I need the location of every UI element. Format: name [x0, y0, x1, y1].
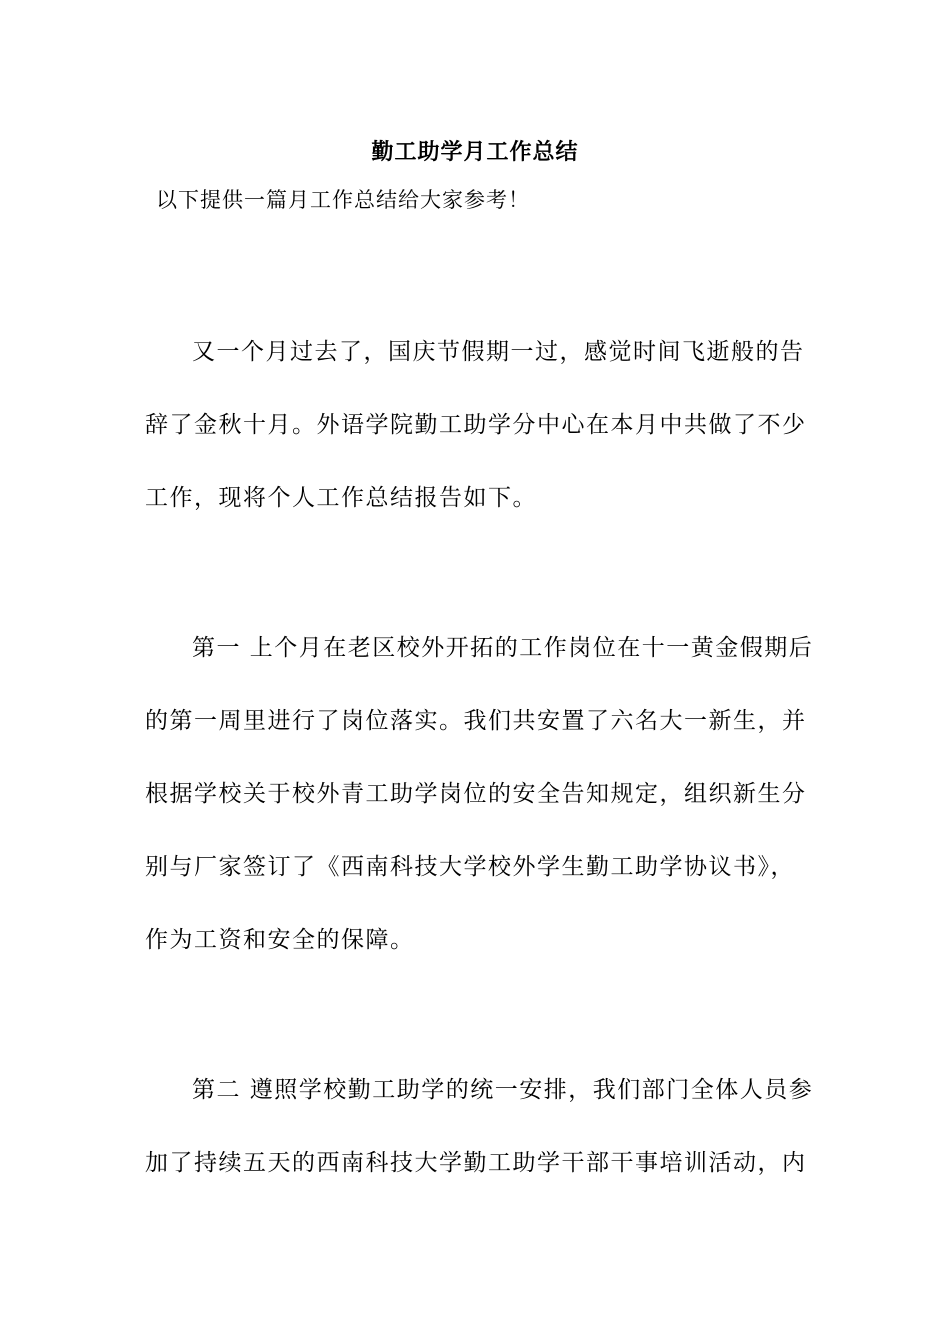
paragraph-line: 第二 遵照学校勤工助学的统一安排，我们部门全体人员参 — [192, 1077, 814, 1103]
paragraph-line: 辞了金秋十月。外语学院勤工助学分中心在本月中共做了不少 — [145, 412, 807, 438]
paragraph-3 — [145, 1054, 814, 1200]
paragraph-line: 加了持续五天的西南科技大学勤工助学干部干事培训活动，内 — [145, 1150, 807, 1176]
paragraph-line: 别与厂家签订了《西南科技大学校外学生勤工助学协议书》， — [145, 854, 795, 880]
paragraph-line: 又一个月过去了，国庆节假期一过，感觉时间飞逝般的告 — [192, 339, 805, 365]
intro-text: 以下提供一篇月工作总结给大家参考！ — [156, 188, 530, 212]
document-title: 勤工助学月工作总结 — [371, 139, 579, 165]
paragraph-line: 的第一周里进行了岗位落实。我们共安置了六名大一新生，并 — [145, 708, 807, 734]
paragraph-line: 第一 上个月在老区校外开拓的工作岗位在十一黄金假期后 — [192, 635, 814, 661]
paragraph-line: 工作，现将个人工作总结报告如下。 — [145, 485, 537, 511]
paragraph-1 — [145, 316, 805, 535]
paragraph-2 — [145, 612, 814, 977]
paragraph-line: 根据学校关于校外青工助学岗位的安全告知规定，组织新生分 — [145, 781, 807, 807]
paragraph-line: 作为工资和安全的保障。 — [145, 927, 415, 953]
